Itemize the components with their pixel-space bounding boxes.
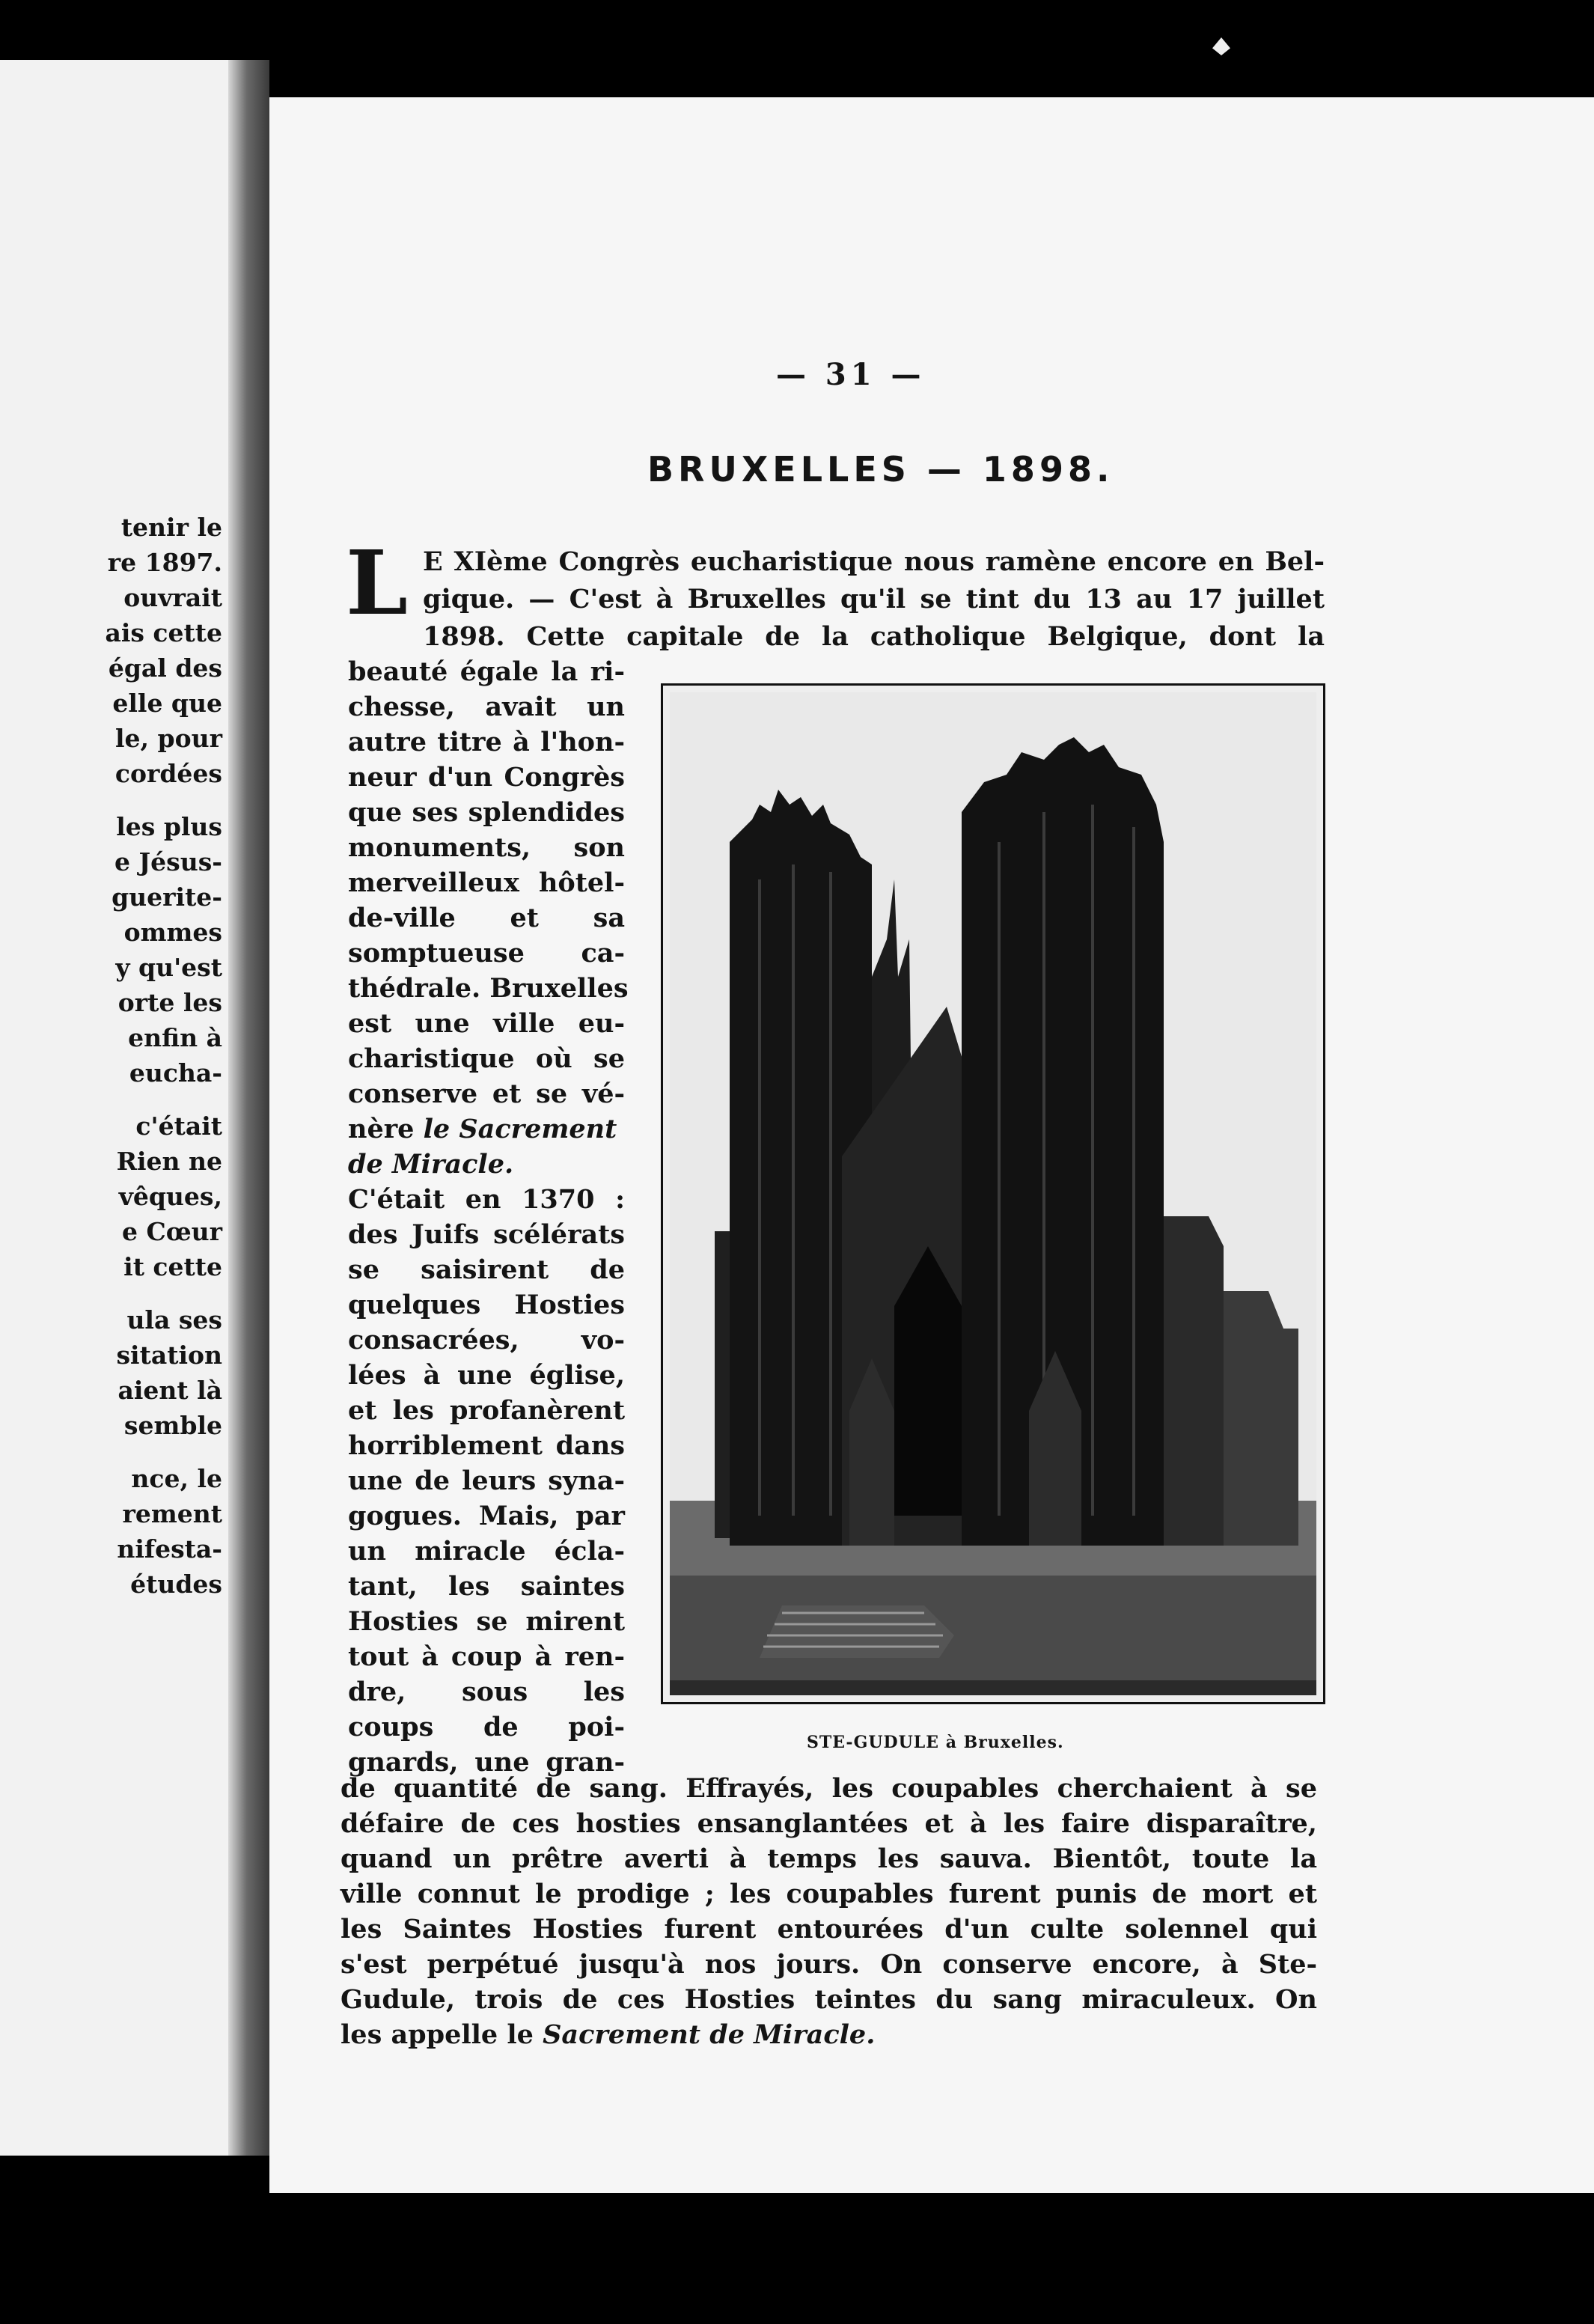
column-line: et les profanèrent <box>348 1395 625 1426</box>
left-page-line: aient là <box>117 1376 222 1405</box>
column-line: de-ville et sa <box>348 903 625 933</box>
left-page-line: Rien ne <box>116 1147 222 1176</box>
left-page-line: it cette <box>123 1252 222 1281</box>
left-page-line: ommes <box>123 918 222 947</box>
column-line: chesse, avait un <box>348 692 625 722</box>
left-page-line: ais cette <box>105 618 222 647</box>
column-line: tant, les saintes <box>348 1571 625 1602</box>
body-line: les Saintes Hosties furent entourées d'un culte solennel qui <box>341 1914 1317 1945</box>
left-page-line: sitation <box>116 1341 222 1370</box>
column-line: somptueuse ca- <box>348 938 625 969</box>
column-line: est une ville eu- <box>348 1008 625 1039</box>
left-page-line: semble <box>123 1411 222 1440</box>
column-line: une de leurs syna- <box>348 1466 625 1496</box>
left-page-line: c'était <box>135 1111 222 1141</box>
left-page-line: le, pour <box>115 724 222 753</box>
column-line: se saisirent de <box>348 1254 625 1285</box>
left-page-line: eucha- <box>129 1058 222 1088</box>
page-number: — 31 — <box>776 357 926 392</box>
intro-line: E XIème Congrès eucharistique nous ramène encore en Bel- <box>423 546 1325 577</box>
left-page-line: les plus <box>116 812 222 841</box>
column-line: que ses splendides <box>348 797 625 828</box>
column-line: thédrale. Bruxelles <box>348 973 629 1004</box>
left-page-line: tenir le <box>120 513 222 542</box>
body-line: de quantité de sang. Effrayés, les coupables cherchaient à se <box>341 1773 1317 1804</box>
left-page-line: orte les <box>117 988 222 1017</box>
column-line <box>348 1116 625 1142</box>
column-line: horriblement dans <box>348 1430 625 1461</box>
body-line: s'est perpétué jusqu'à nos jours. On conserve encore, à Ste- <box>341 1949 1317 1980</box>
column-line: tout à coup à ren- <box>348 1641 625 1672</box>
left-page-line: guerite- <box>112 882 222 912</box>
column-line: dre, sous les <box>348 1677 625 1707</box>
body-line: quand un prêtre averti à temps les sauva. Bientôt, toute la <box>341 1843 1317 1874</box>
body-line <box>341 2019 1317 2050</box>
left-page-line: e Jésus- <box>114 847 222 876</box>
left-page-line: ouvrait <box>123 583 222 612</box>
left-page-line: elle que <box>112 689 222 718</box>
left-page-line: nce, le <box>131 1464 222 1493</box>
left-facing-page <box>0 60 228 2156</box>
column-line: des Juifs scélérats <box>348 1219 625 1250</box>
left-page-line: ula ses <box>126 1305 222 1335</box>
column-line: charistique où se <box>348 1043 625 1074</box>
intro-line: 1898. Cette capitale de la catholique Belgique, dont la <box>423 621 1325 652</box>
body-line: défaire de ces hosties ensanglantées et à les faire disparaître, <box>341 1808 1317 1839</box>
drop-cap: L <box>346 531 408 635</box>
column-line-text: nère <box>348 1114 415 1144</box>
column-line: coups de poi- <box>348 1712 625 1742</box>
left-page-line: nifesta- <box>117 1534 222 1564</box>
column-line: un miracle écla- <box>348 1536 625 1567</box>
scan-mark <box>1212 37 1230 55</box>
left-page-line: enfin à <box>128 1023 222 1052</box>
column-line: C'était en 1370 : <box>348 1184 625 1215</box>
column-line: gogues. Mais, par <box>348 1501 625 1531</box>
column-line: quelques Hosties <box>348 1290 625 1320</box>
column-line: consacrées, vo- <box>348 1325 625 1355</box>
left-page-line: vêques, <box>118 1182 222 1211</box>
column-line: Hosties se mirent <box>348 1606 625 1637</box>
column-line: merveilleux hôtel- <box>348 867 625 898</box>
book-gutter <box>228 60 269 2156</box>
column-line: gnards, une gran- <box>348 1747 625 1778</box>
page-title: BRUXELLES — 1898. <box>647 449 1114 489</box>
left-page-line: cordées <box>114 759 222 788</box>
body-line-text: les appelle le <box>341 2019 534 2050</box>
column-line: autre titre à l'hon- <box>348 727 625 757</box>
column-line <box>348 1149 625 1180</box>
italic-miracle: de Miracle. <box>348 1149 514 1180</box>
left-page-line: y qu'est <box>115 953 222 982</box>
photo-caption: STE-GUDULE à Bruxelles. <box>807 1733 1064 1752</box>
left-page-line: rement <box>122 1499 222 1528</box>
column-line: conserve et se vé- <box>348 1079 625 1109</box>
body-line: Gudule, trois de ces Hosties teintes du sang miraculeux. On <box>341 1984 1317 2015</box>
body-line: ville connut le prodige ; les coupables furent punis de mort et <box>341 1879 1317 1909</box>
intro-line: gique. — C'est à Bruxelles qu'il se tint du 13 au 17 juillet <box>423 584 1325 614</box>
italic-sacrement: le Sacrement <box>423 1114 617 1144</box>
cathedral-illustration <box>670 692 1316 1695</box>
cathedral-photo <box>661 683 1325 1704</box>
italic-closing: Sacrement de Miracle. <box>543 2019 876 2050</box>
left-page-line: e Cœur <box>121 1217 222 1246</box>
column-line: beauté égale la ri- <box>348 656 625 687</box>
left-page-line: re 1897. <box>107 548 222 577</box>
column-line: neur d'un Congrès <box>348 762 625 793</box>
left-page-line: études <box>130 1570 222 1599</box>
column-line: monuments, son <box>348 832 625 863</box>
left-page-line: égal des <box>108 653 222 683</box>
column-line: lées à une église, <box>348 1360 625 1391</box>
